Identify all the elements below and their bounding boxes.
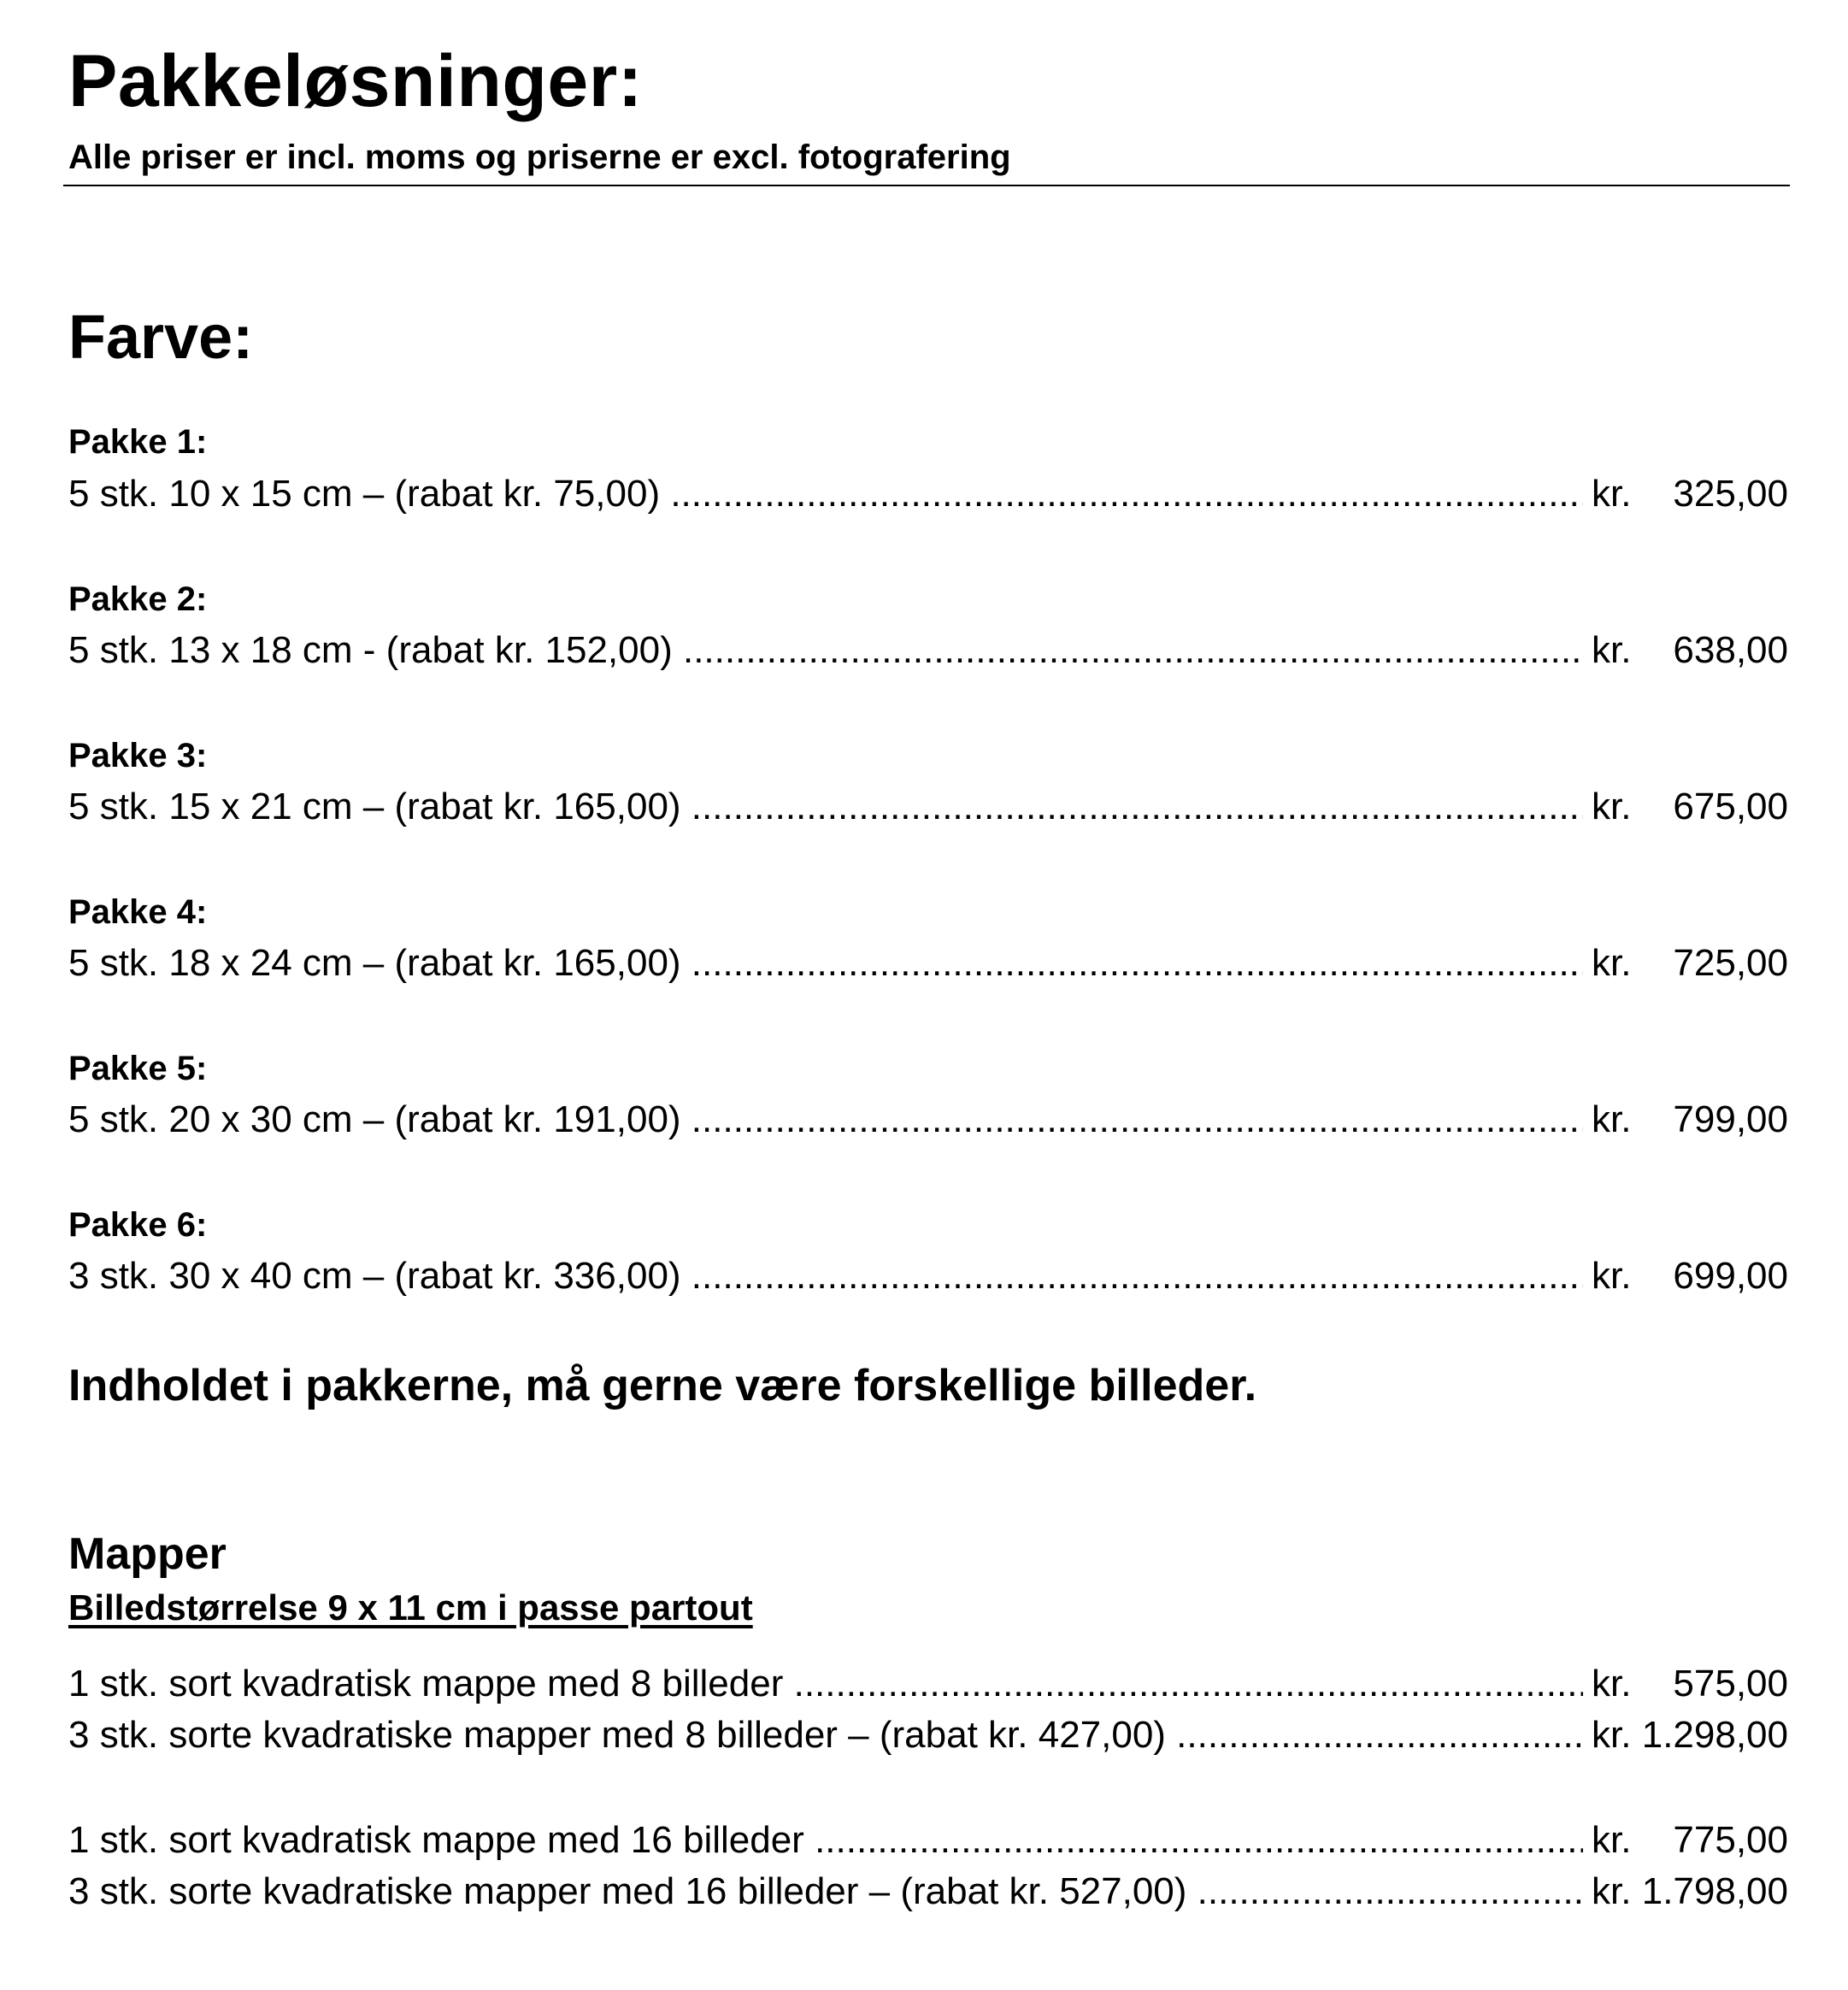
package-price-row: [68, 1096, 1788, 1144]
mapper-description: 1 stk. sort kvadratisk mappe med 8 billeder .....: [68, 1660, 1645, 1708]
currency-label: kr.: [1583, 627, 1660, 674]
package-description: 5 stk. 10 x 15 cm – (rabat kr. 75,00) .....: [68, 470, 1645, 518]
mapper-price-row: [68, 1660, 1788, 1708]
package-label: Pakke 1:: [68, 423, 208, 461]
mapper-price-row: [68, 1868, 1788, 1916]
currency-label: kr.: [1583, 1711, 1660, 1759]
package-price-row: [68, 783, 1788, 831]
package-label: Pakke 2:: [68, 580, 208, 618]
currency-label: kr.: [1583, 1660, 1660, 1708]
package-price: 699,00: [1673, 1255, 1788, 1297]
currency-label: kr.: [1583, 783, 1660, 831]
package-price-row: [68, 1252, 1788, 1300]
package-label: Pakke 5:: [68, 1050, 208, 1087]
package-description: 5 stk. 20 x 30 cm – (rabat kr. 191,00) .....: [68, 1096, 1645, 1144]
mapper-heading: Mapper: [68, 1529, 227, 1579]
currency-label: kr.: [1583, 470, 1660, 518]
package-description: 5 stk. 15 x 21 cm – (rabat kr. 165,00) .....: [68, 783, 1645, 831]
mapper-price: 1.798,00: [1641, 1870, 1788, 1912]
mapper-price: 575,00: [1673, 1663, 1788, 1704]
mapper-price-row: [68, 1711, 1788, 1759]
farve-heading: Farve:: [68, 303, 254, 372]
currency-label: kr.: [1583, 1868, 1660, 1916]
currency-label: kr.: [1583, 1816, 1660, 1864]
mapper-price: 1.298,00: [1641, 1714, 1788, 1756]
package-description: 3 stk. 30 x 40 cm – (rabat kr. 336,00) .....: [68, 1252, 1645, 1300]
package-label: Pakke 3:: [68, 737, 208, 774]
package-price-row: [68, 939, 1788, 987]
mapper-description: 3 stk. sorte kvadratiske mapper med 16 billeder – (rabat kr. 527,00) .....: [68, 1868, 1645, 1916]
package-price: 638,00: [1673, 629, 1788, 671]
mapper-description: 1 stk. sort kvadratisk mappe med 16 billeder .....: [68, 1816, 1645, 1864]
package-description: 5 stk. 18 x 24 cm – (rabat kr. 165,00) .....: [68, 939, 1645, 987]
header-divider: [63, 185, 1790, 186]
page-subtitle: Alle priser er incl. moms og priserne er excl. fotografering: [68, 138, 1011, 176]
mapper-price: 775,00: [1673, 1819, 1788, 1861]
package-price-row: [68, 470, 1788, 518]
currency-label: kr.: [1583, 939, 1660, 987]
package-price-row: [68, 627, 1788, 674]
package-price: 675,00: [1673, 786, 1788, 827]
page-title: Pakkeløsninger:: [68, 40, 643, 122]
mapper-subheading: Billedstørrelse 9 x 11 cm i passe partout: [68, 1587, 753, 1628]
package-label: Pakke 4:: [68, 893, 208, 931]
mapper-price-row: [68, 1816, 1788, 1864]
package-description: 5 stk. 13 x 18 cm - (rabat kr. 152,00) .....: [68, 627, 1645, 674]
package-price: 325,00: [1673, 473, 1788, 515]
package-price: 799,00: [1673, 1098, 1788, 1140]
package-note: Indholdet i pakkerne, må gerne være forskellige billeder.: [68, 1361, 1257, 1410]
currency-label: kr.: [1583, 1252, 1660, 1300]
package-label: Pakke 6:: [68, 1206, 208, 1244]
mapper-description: 3 stk. sorte kvadratiske mapper med 8 billeder – (rabat kr. 427,00) .....: [68, 1711, 1645, 1759]
package-price: 725,00: [1673, 942, 1788, 984]
currency-label: kr.: [1583, 1096, 1660, 1144]
